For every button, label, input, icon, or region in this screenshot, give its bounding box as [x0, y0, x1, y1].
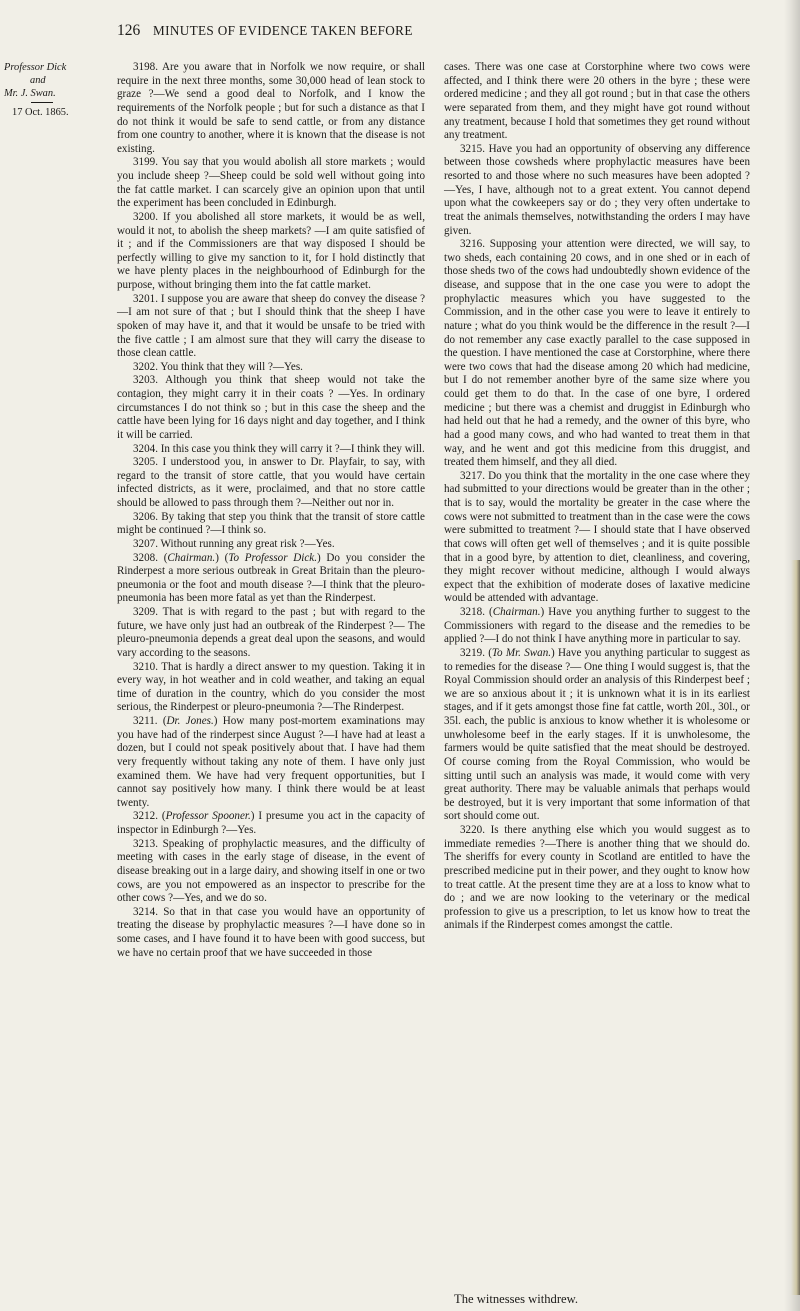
paragraph: 3202. You think that they will ?—Yes.: [133, 360, 303, 373]
paragraph: 3207. Without running any great risk ?—Yes.: [133, 537, 335, 550]
margin-note: [4, 61, 82, 119]
paragraph: 3220. Is there anything else which you would suggest as to immediate remedies ?—There is another thing that we should do. The sheriffs for every county in Scotland are entitled to have the prescribed medicine put in their power, and they ought to know how to treat cattle. At the present time they are at a loss to know what to do ; and we are now looking to the veterinary or the medical profession to give us a prescription, to let us know how to treat the animals if the Rinderpest comes amongst the cattle.: [444, 824, 750, 932]
paragraph: 3215. Have you had an opportunity of observing any difference between those cowsheds where prophylactic measures have been resorted to and those where no such measures have been adopted ?—Yes, I have, although not to a great extent. You cannot depend upon what the cowkeepers say or do ; they very often undertake to treat the animals themselves, notwithstanding the orders I may have given.: [444, 142, 750, 237]
right-column: [444, 61, 750, 933]
paragraph: 3201. I suppose you are aware that sheep do convey the disease ?—I am not sure of that ; but I should think that the sheep I have spoken of may have it, and that it would be unsafe to be tried with the five cattle ; I am almost sure that they will carry the disease to those clean cattle.: [117, 292, 425, 360]
paragraph: 3208. (Chairman.) (To Professor Dick.) Do you consider the Rinderpest a more serious outbreak in Great Britain than the pleuro-pneumonia or the foot and mouth disease ?—I think that the pleuro-pneumonia has been more fatal as yet than the Rinderpest.: [117, 551, 425, 605]
paragraph: 3199. You say that you would abolish all store markets ; would you include sheep ?—Sheep could be sold well without going into the fat cattle market. I can scarcely give an opinion upon that until the experiment has been concluded in Edinburgh.: [117, 156, 425, 210]
paragraph: 3206. By taking that step you think that the transit of store cattle might be continued ?—I think so.: [117, 510, 425, 537]
margin-note-and: and: [30, 75, 46, 86]
paragraph: 3203. Although you think that sheep would not take the contagion, they might carry it in their coats ? —Yes. In ordinary circumstances I do not think so ; but in this case the sheep and the cattle have been lying for 16 days night and day together, and I think it will be carried.: [117, 374, 425, 441]
paragraph: 3211. (Dr. Jones.) How many post-mortem examinations may you have had of the rinderpest since August ?—I have had at least a dozen, but I could not speak positively about that. I have had them very frequently without taking any note of them. I have only just examined them. We have had very frequent opportunities, but I cannot say positively how many. I think there would be at least twenty.: [117, 715, 425, 809]
paragraph: 3210. That is hardly a direct answer to my question. Taking it in every way, in hot weather and in cold weather, and taking an equal time of duration in the country, which do you consider the most serious, the Rinderpest or pleuro-pneumonia ?—The Rinderpest.: [117, 660, 425, 714]
running-head: MINUTES OF EVIDENCE TAKEN BEFORE: [153, 23, 413, 38]
paragraph: 3219. (To Mr. Swan.) Have you anything particular to suggest as to remedies for the disease ?— One thing I would suggest is, that the Royal Commission should order an analysis of this Rinderpest beef ; we are so anxious about it ; it is unknown what it is in its earliest stages, and if it gets amongst those fine fat cattle, worth 20l., 30l., or 35l. each, the public is anxious to know whether it is wholesome or unwholesome beef in the early stages. If it is unwholesome, the farmers would be quite satisfied that the meat should be destroyed. Of course coming from the Royal Commission, who would be sitting until such an analysis was made, it would come with very great authority. There may be valuable animals that perhaps would be destroyed, but it is very important that some information of that sort should come out.: [444, 646, 750, 823]
margin-note-rule: [31, 102, 53, 103]
paragraph: 3212. (Professor Spooner.) I presume you act in the capacity of inspector in Edinburgh ?—Yes.: [117, 810, 425, 836]
page-header: [0, 22, 800, 48]
paragraph: 3204. In this case you think they will carry it ?—I think they will.: [133, 442, 425, 455]
paragraph: 3209. That is with regard to the past ; but with regard to the future, we have only just had an outbreak of the Rinderpest ?— The pleuro-pneumonia depends a great deal upon the seasons, and would vary according to the seasons.: [117, 606, 425, 659]
paragraph: 3205. I understood you, in answer to Dr. Playfair, to say, with regard to the transit of store cattle, that you would have certain infected districts, as it were, proclaimed, and that no store cattle should be allowed to pass through them ?—Neither out nor in.: [117, 456, 425, 509]
margin-note-date: 17 Oct. 1865.: [12, 107, 69, 118]
paragraph: 3218. (Chairman.) Have you anything further to suggest to the Commissioners with regard to the disease and the remedies to be applied ?—I do not think I have anything more in particular to say.: [444, 606, 750, 646]
paragraph: cases. There was one case at Corstorphine where two cows were affected, and I think there were 20 others in the byre ; these were ordered medicine ; and they all got round ; but in that case the others were separated from them, and they might have got round without any treatment, because I hold that sometimes they get round without any treatment.: [444, 61, 750, 142]
paragraph: 3213. Speaking of prophylactic measures, and the difficulty of meeting with cases in the early stage of disease, in the event of disease breaking out in a large dairy, and showing itself in one or two cows, are you not empowered as an inspector to prescribe for the other cows ?—Yes, and we do so.: [117, 837, 425, 905]
margin-note-name: Professor Dick: [4, 62, 67, 73]
page-number: 126: [117, 22, 141, 39]
paragraph: 3198. Are you aware that in Norfolk we now require, or shall require in the next three months, some 30,000 head of lean stock to graze ?—We send a good deal to Norfolk, and I know the requirements of the Norfolk people ; but for such a distance as that I do not think it would be safe to send cattle, or from any distance from one country to another, where it is known that the disease is not existing.: [117, 61, 425, 155]
paragraph: 3200. If you abolished all store markets, it would be as well, would it not, to abolish the sheep markets? —I am quite satisfied of it ; and if the Commissioners are that way disposed I should be perfectly willing to give my sanction to it, for I hold distinctly that we have plenty places in the neighbourhood of Edinburgh for the purpose, without bringing them into the fat cattle market.: [117, 210, 425, 291]
paragraph: 3214. So that in that case you would have an opportunity of treating the disease by prophylactic measures ?—I have done so in some cases, and I have found it to have been with good success, but we have no certain proof that we have succeeded in those: [117, 905, 425, 959]
paragraph: 3217. Do you think that the mortality in the one case where they had submitted to your directions would be greater than in the other ; that is to say, would the mortality be greater in the case where the cows were not submitted to treatment than in the case were the cows were submitted to treatment ?— I should state that I have observed that cows will often get well of themselves ; and it is quite possible that in a good byre, by attention to diet, cleanliness, and covering, they might recover without medicine, although I would always expect that the exhibition of moderate doses of laxative medicine would be attended with advantage.: [444, 469, 750, 605]
margin-note-witness: Mr. J. Swan.: [4, 88, 56, 99]
paragraph: 3216. Supposing your attention were directed, we will say, to two sheds, each containing 20 cows, and in one shed or in each of those sheds two of the cows had undoubtedly shown evidence of the disease, and suppose that in the one case you were to adopt the prophylactic measures which you have suggested to the Commission, and in the other case you were to leave it entirely to nature ; what do you think would be the difference in the result ?—I do not remember any case exactly parallel to the case supposed in the question. I have mentioned the case at Corstorphine, where there were two cows that had the disease among 20 which had medicine, but I do not remember another byre of the same size where you could get them to do that. In the case of one byre, I ordered medicine ; but there was a chemist and druggist in Edinburgh who had held out that he had a remedy, and the owner of this byre, who had a good many cows, and who had wanted to treat them in that way, and he went and got this medicine from this druggist, and treated them himself, and they all died.: [444, 238, 750, 469]
left-column: [117, 61, 425, 960]
witnesses-withdrew-note: The witnesses withdrew.: [454, 1292, 579, 1306]
page-edge-stain: [791, 560, 800, 1295]
